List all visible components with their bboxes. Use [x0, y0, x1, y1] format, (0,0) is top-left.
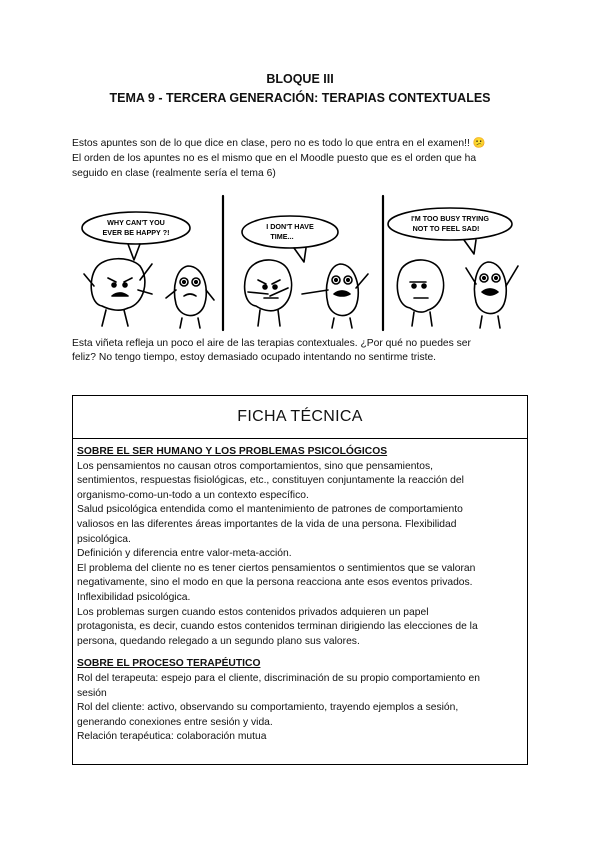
section-title-proceso-terapeutico: SOBRE EL PROCESO TERAPÉUTICO [77, 658, 261, 670]
ficha-title: FICHA TÉCNICA [73, 396, 527, 439]
text-line: negativamente, sino el modo en que la persona reacciona ante esos eventos privados. [77, 577, 473, 589]
intro-line: seguido en clase (realmente sería el tema 6) [72, 168, 276, 179]
intro-line: El orden de los apuntes no es el mismo que en el Moodle puesto que es el orden que ha [72, 153, 477, 164]
comic-strip [72, 194, 530, 332]
text-line: Rol del cliente: activo, observando su comportamiento, trayendo ejemplos a sesión, [77, 702, 459, 714]
comic-caption [72, 337, 532, 365]
caption-line: feliz? No tengo tiempo, estoy demasiado ocupado intentando no sentirme triste. [72, 352, 437, 363]
text-line: El problema del cliente no es tener ciertos pensamientos o sentimientos que se valoran [77, 562, 476, 574]
text-line: organismo-como-un-todo a un contexto específico. [77, 489, 309, 501]
text-line: protagonista, es decir, cuando estos contenidos terminan dirigiendo las elecciones de la [77, 621, 478, 633]
comic-panel3-text: I'M TOO BUSY TRYING [411, 214, 489, 223]
text-line: Los problemas surgen cuando estos contenidos privados adquieren un papel [77, 606, 429, 618]
text-line: generando conexiones entre sesión y vida. [77, 716, 273, 728]
comic-panel1-text: EVER BE HAPPY ?! [102, 228, 170, 237]
text-line: Relación terapéutica: colaboración mutua [77, 731, 267, 743]
text-line: Los pensamientos no causan otros comportamientos, sino que pensamientos, [77, 460, 434, 472]
comic-panel1-text: WHY CAN'T YOU [107, 218, 165, 227]
intro-paragraph [72, 136, 532, 181]
comic-panel2-text: TIME... [270, 232, 294, 241]
text-line: Inflexibilidad psicológica. [77, 591, 191, 603]
text-line: psicológica. [77, 533, 131, 545]
ficha-tecnica-box [72, 395, 528, 765]
section-title-ser-humano: SOBRE EL SER HUMANO Y LOS PROBLEMAS PSICOLÓGICOS [77, 446, 388, 457]
document-title-block: BLOQUE III [266, 72, 334, 86]
text-line: Salud psicológica entendida como el mantenimiento de patrones de comportamiento [77, 504, 463, 516]
text-line: Rol del terapeuta: espejo para el cliente, discriminación de su propio comportamiento en [77, 672, 480, 684]
text-line: sentimientos, respuestas fisiológicas, etc., constituyen conjuntamente la reacción del [77, 475, 464, 487]
text-line: persona, quedando relegado a un segundo plano sus valores. [77, 635, 360, 647]
caption-line: Esta viñeta refleja un poco el aire de las terapias contextuales. ¿Por qué no puedes ser [72, 338, 471, 349]
document-subtitle: TEMA 9 - TERCERA GENERACIÓN: TERAPIAS CONTEXTUALES [109, 91, 491, 105]
ficha-body [73, 439, 527, 745]
comic-panel2-text: I DON'T HAVE [266, 222, 314, 231]
text-line: Definición y diferencia entre valor-meta-acción. [77, 548, 292, 560]
text-line: sesión [77, 687, 107, 699]
text-line: valiosos en las diferentes áreas importantes de la vida de una persona. Flexibilidad [77, 518, 457, 530]
section-ser-humano-text [77, 460, 523, 650]
intro-line: Estos apuntes son de lo que dice en clase, pero no es todo lo que entra en el examen!! 😕 [72, 138, 486, 149]
section-proceso-terapeutico-text [77, 672, 523, 745]
comic-panel3-text: NOT TO FEEL SAD! [412, 224, 480, 233]
